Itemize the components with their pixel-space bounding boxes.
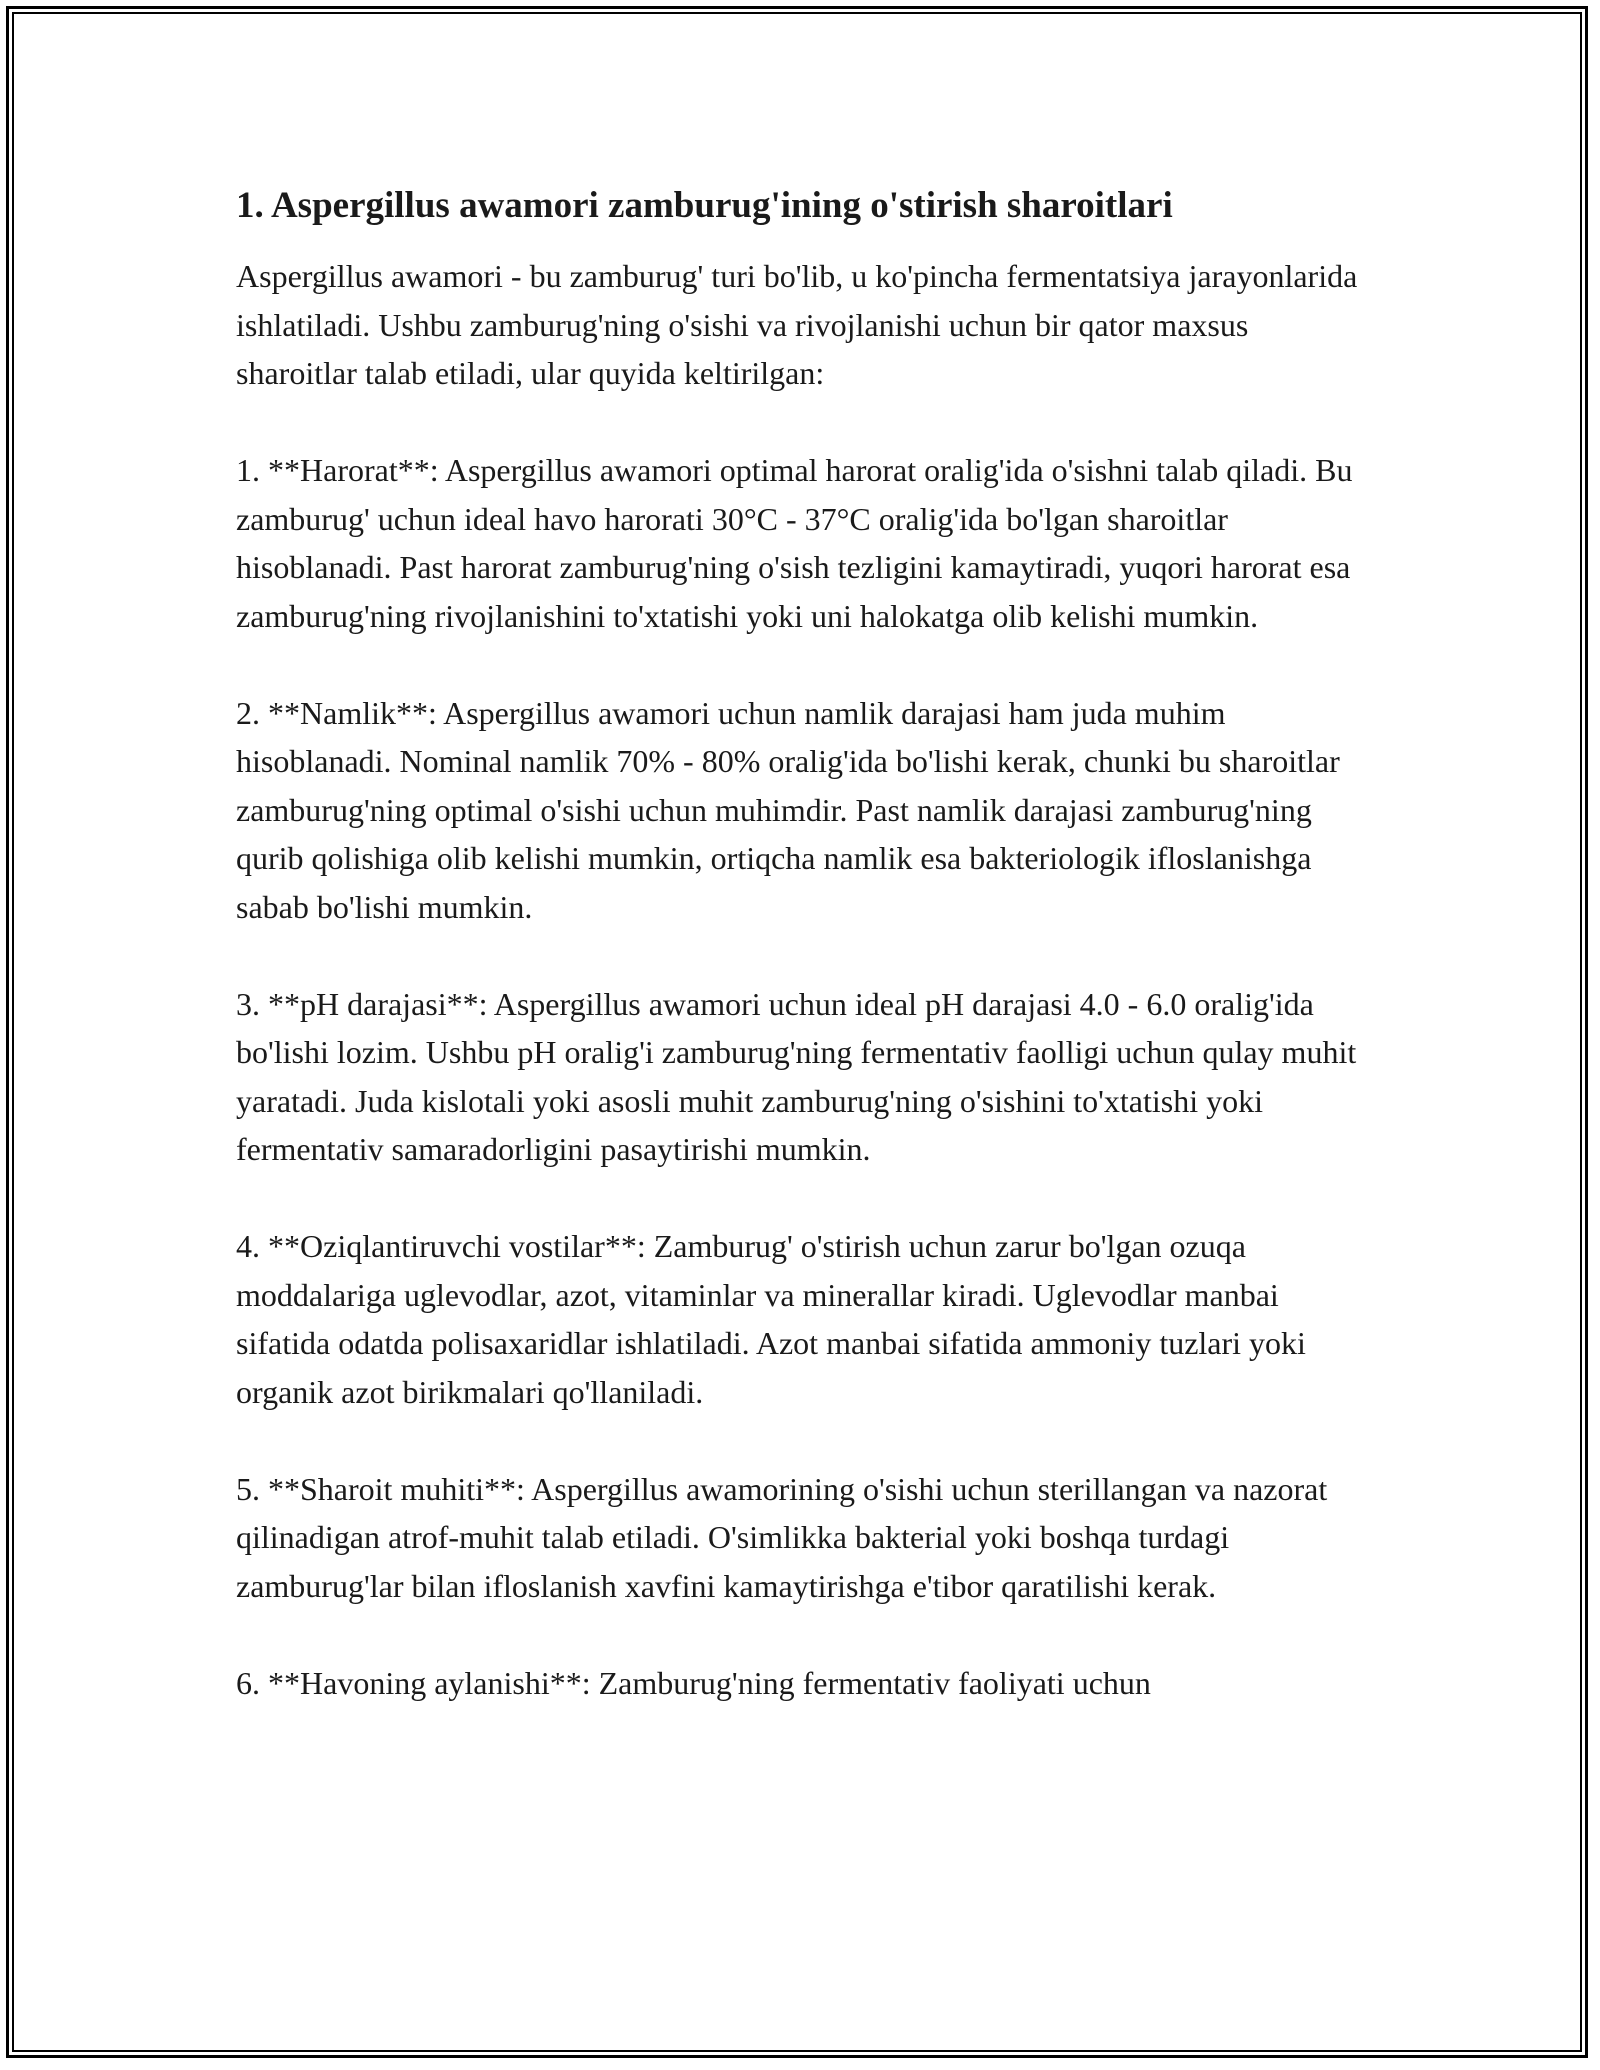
list-item-oziqlantiruvchi: 4. **Oziqlantiruvchi vostilar**: Zamburug' o'stirish uchun zarur bo'lgan ozuqa moddalariga uglevodlar, azot, vitaminlar va minerallar kiradi. Uglevodlar manbai sifatida odatda polisaxaridlar ishlatiladi. Azot manbai sifatida ammoniy tuzlari yoki organik azot birikmalari qo'llaniladi. xyxy=(236,1228,1306,1410)
list-item-sharoit-muhiti: 5. **Sharoit muhiti**: Aspergillus awamorining o'sishi uchun sterillangan va nazorat qilinadigan atrof-muhit talab etiladi. O'simlikka bakterial yoki boshqa turdagi zamburug'lar bilan ifloslanish xavfini kamaytirishga e'tibor qaratilishi kerak. xyxy=(236,1470,1328,1604)
list-item-havoning-aylanishi: 6. **Havoning aylanishi**: Zamburug'ning fermentativ faoliyati uchun xyxy=(236,1664,1151,1701)
intro-paragraph: Aspergillus awamori - bu zamburug' turi bo'lib, u ko'pincha fermentatsiya jarayonlarida ishlatiladi. Ushbu zamburug'ning o'sishi va rivojlanishi uchun bir qator maxsus sharoitlar talab etiladi, ular quyida keltirilgan: xyxy=(236,258,1358,391)
list-item-harorat: 1. **Harorat**: Aspergillus awamori optimal harorat oralig'ida o'sishni talab qiladi. Bu zamburug' uchun ideal havo harorati 30°C - 37°C oralig'ida bo'lgan sharoitlar hisoblanadi. Past harorat zamburug'ning o'sish tezligini kamaytiradi, yuqori harorat esa zamburug'ning rivojlanishini to'xtatishi yoki uni halokatga olib kelishi mumkin. xyxy=(236,452,1353,634)
list-item-ph-darajasi: 3. **pH darajasi**: Aspergillus awamori uchun ideal pH darajasi 4.0 - 6.0 oralig'ida bo'lishi lozim. Ushbu pH oralig'i zamburug'ning fermentativ faolligi uchun qulay muhit yaratadi. Juda kislotali yoki asosli muhit zamburug'ning o'sishini to'xtatishi yoki fermentativ samaradorligini pasaytirishi mumkin. xyxy=(236,985,1357,1167)
list-item-namlik: 2. **Namlik**: Aspergillus awamori uchun namlik darajasi ham juda muhim hisoblanadi. Nominal namlik 70% - 80% oralig'ida bo'lishi kerak, chunki bu sharoitlar zamburug'ning optimal o'sishi uchun muhimdir. Past namlik darajasi zamburug'ning qurib qolishiga olib kelishi mumkin, ortiqcha namlik esa bakteriologik ifloslanishga sabab bo'lishi mumkin. xyxy=(236,694,1340,925)
document-body xyxy=(236,182,1376,1756)
document-title: 1. Aspergillus awamori zamburug'ining o'stirish sharoitlari xyxy=(236,185,1173,226)
